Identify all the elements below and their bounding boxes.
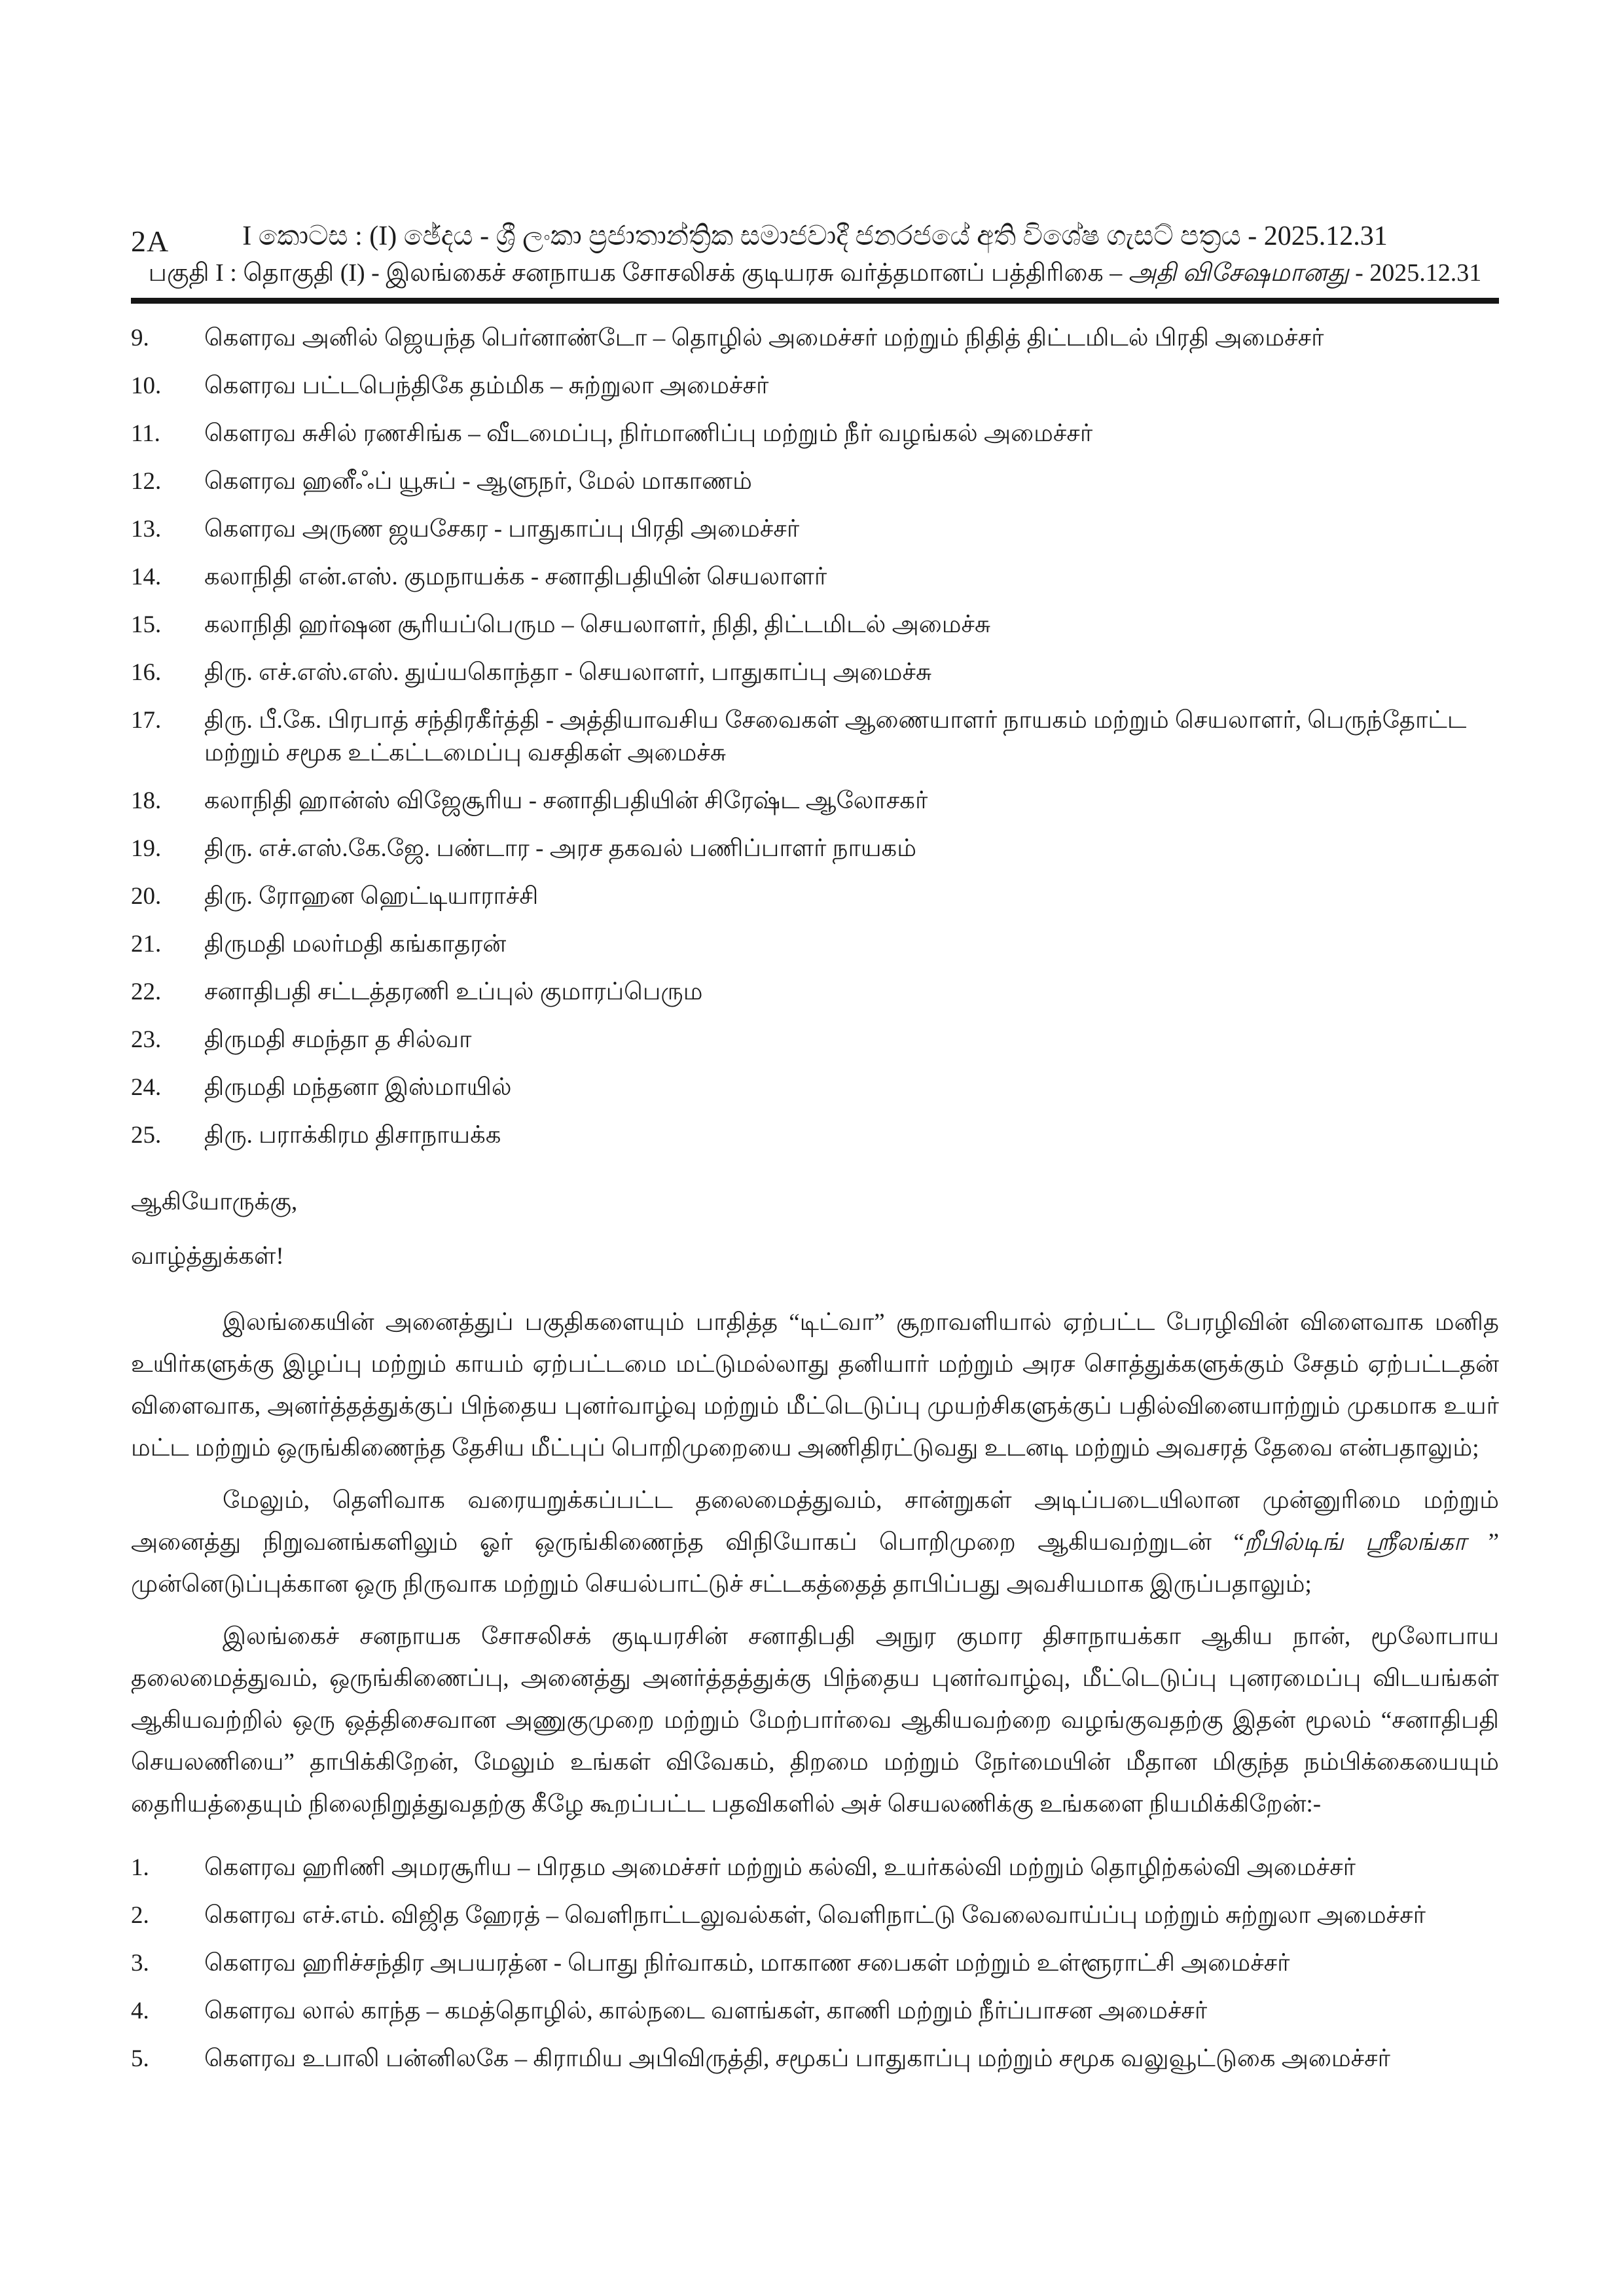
list-item: [131, 370, 1499, 403]
body-paragraph: [131, 1302, 1499, 1469]
list-item-text: திருமதி மந்தனா இஸ்மாயில்: [204, 1074, 512, 1101]
list-item-text: கௌரவ எச்.எம். விஜித ஹேரத் – வெளிநாட்டலுவல்கள், வெளிநாட்டு வேலைவாய்ப்பு மற்றும் சுற்றுலா அமைச்சர்: [204, 1902, 1426, 1929]
list-item-text: திரு. ரோஹன ஹெட்டியாராச்சி: [204, 883, 539, 910]
list-item: [131, 656, 1499, 689]
body-paragraphs: [131, 1302, 1499, 1825]
list-item: [131, 1899, 1499, 1932]
list-item-number: 10.: [131, 372, 162, 399]
list-item-number: 20.: [131, 883, 162, 910]
list-item: [131, 1119, 1499, 1152]
body-paragraph: [131, 1616, 1499, 1825]
list-item: [131, 1947, 1499, 1980]
list-item-text: கௌரவ உபாலி பன்னிலகே – கிராமிய அபிவிருத்தி, சமூகப் பாதுகாப்பு மற்றும் சமூக வலுவூட்டுகை அமைச்சர்: [204, 2045, 1390, 2072]
list-item-number: 22.: [131, 978, 162, 1005]
text-segment: இலங்கைச் சனநாயக சோசலிசக் குடியரசின் சனாதிபதி அநுர குமார திசாநாயக்கா ஆகிய நான், மூலோபாய தலைமைத்துவம், ஒருங்கிணைப்பு, அனைத்து அனர்த்தத்துக்கு பிந்தைய புனர்வாழ்வு, மீட்டெடுப்பு புனரமைப்பு விடயங்கள் ஆகியவற்றில் ஒரு ஒத்திசைவான அணுகுமுறை மற்றும் மேற்பார்வை ஆகியவற்றை வழங்குவதற்கு இதன் மூலம் “சனாதிபதி செயலணியை” தாபிக்கிறேன், மேலும் உங்கள் விவேகம், திறமை மற்றும் நேர்மையின் மீதான மிகுந்த நம்பிக்கையையும் தைரியத்தையும் நிலைநிறுத்துவதற்கு கீழே கூறப்பட்ட பதவிகளில் அச் செயலணிக்கு உங்களை நியமிக்கிறேன்:-: [131, 1623, 1499, 1818]
list-item-number: 1.: [131, 1854, 149, 1881]
salutation-text: ஆகியோருக்கு,: [131, 1189, 298, 1215]
list-item-number: 21.: [131, 931, 162, 958]
list-item: [131, 976, 1499, 1009]
list-item-number: 13.: [131, 516, 162, 543]
list-item-text: கௌரவ சுசில் ரணசிங்க – வீடமைப்பு, நிர்மாணிப்பு மற்றும் நீர் வழங்கல் அமைச்சர்: [204, 420, 1093, 447]
list-item-number: 12.: [131, 468, 162, 495]
list-item-text: கலாநிதி ஹர்ஷன சூரியப்பெரும – செயலாளர், நிதி, திட்டமிடல் அமைச்சு: [204, 611, 991, 638]
list-item-number: 9.: [131, 325, 149, 351]
gazette-title-sinhala: I කොටස : (I) ඡේදය - ශ්‍රී ලංකා ප්‍රජාතාන්ත්‍රික සමාජවාදී ජනරජයේ අති විශේෂ ගැසට් පත්‍රය - 2025.12.31: [242, 221, 1388, 251]
list-item: [131, 322, 1499, 355]
list-item-text: திரு. எச்.எஸ்.கே.ஜே. பண்டார - அரச தகவல் பணிப்பாளர் நாயகம்: [204, 835, 916, 862]
list-item-text: கௌரவ அருண ஜயசேகர - பாதுகாப்பு பிரதி அமைச்சர்: [204, 516, 800, 543]
text-segment: மேலும், தெளிவாக வரையறுக்கப்பட்ட தலைமைத்துவம், சான்றுகள் அடிப்படையிலான முன்னுரிமை மற்றும் அனைத்து நிறுவனங்களிலும் ஓர் ஒருங்கிணைந்த விநியோகப் பொறிமுறை ஆகியவற்றுடன் “: [131, 1487, 1499, 1556]
list-item: [131, 2043, 1499, 2075]
list-item: [131, 928, 1499, 961]
gazette-title-tamil-main: பகுதி I : தொகுதி (I) - இலங்கைச் சனநாயக சோசலிசக் குடியரசு வர்த்தமானப் பத்திரிகை –: [148, 259, 1128, 287]
page-header: [131, 220, 1499, 304]
header-divider: [131, 298, 1499, 304]
list-item: [131, 561, 1499, 594]
text-segment: றீபில்டிங் ஸ்ரீலங்கா: [1244, 1529, 1467, 1556]
list-item: [131, 1995, 1499, 2028]
list-item-number: 23.: [131, 1026, 162, 1053]
list-item: [131, 465, 1499, 498]
list-item-text: திருமதி மலர்மதி கங்காதரன்: [204, 931, 507, 958]
list-item-number: 3.: [131, 1950, 149, 1977]
list-item: [131, 785, 1499, 817]
text-segment: இலங்கையின் அனைத்துப் பகுதிகளையும் பாதித்த “டிட்வா” சூறாவளியால் ஏற்பட்ட பேரழிவின் விளைவாக மனித உயிர்களுக்கு இழப்பு மற்றும் காயம் ஏற்பட்டமை மட்டுமல்லாது தனியார் மற்றும் அரச சொத்துக்களுக்கும் சேதம் ஏற்பட்டதன் விளைவாக, அனர்த்தத்துக்குப் பிந்தைய புனர்வாழ்வு மற்றும் மீட்டெடுப்பு முயற்சிகளுக்குப் பதில்வினையாற்றும் முகமாக உயர் மட்ட மற்றும் ஒருங்கிணைந்த தேசிய மீட்புப் பொறிமுறையை அணிதிரட்டுவது உடனடி மற்றும் அவசரத் தேவை என்பதாலும்;: [131, 1309, 1499, 1462]
page-number: 2A: [131, 224, 170, 258]
list-item-text: சனாதிபதி சட்டத்தரணி உப்புல் குமாரப்பெரும: [204, 978, 703, 1005]
list-item-number: 19.: [131, 835, 162, 862]
list-item-number: 16.: [131, 659, 162, 686]
list-item-number: 17.: [131, 707, 162, 734]
list-item-text: திரு. பீ.கே. பிரபாத் சந்திரகீர்த்தி - அத்தியாவசிய சேவைகள் ஆணையாளர் நாயகம் மற்றும் செயலாளர், பெருந்தோட்ட மற்றும் சமூக உட்கட்டமைப்பு வசதிகள் அமைச்சு: [204, 707, 1467, 766]
list-item: [131, 833, 1499, 865]
list-item-text: கலாநிதி ஹான்ஸ் விஜேசூரிய - சனாதிபதியின் சிரேஷ்ட ஆலோசகர்: [204, 787, 928, 814]
list-item-number: 18.: [131, 787, 162, 814]
list-item-text: கௌரவ லால் காந்த – கமத்தொழில், கால்நடை வளங்கள், காணி மற்றும் நீர்ப்பாசன அமைச்சர்: [204, 1998, 1208, 2024]
text-segment: ” முன்னெடுப்புக்கான ஒரு நிருவாக மற்றும் செயல்பாட்டுச் சட்டகத்தைத் தாபிப்பது அவசியமாக இருப்பதாலும்;: [131, 1529, 1499, 1598]
list-item-text: கலாநிதி என்.எஸ். குமநாயக்க - சனாதிபதியின் செயலாளர்: [204, 564, 827, 590]
list-item-text: கௌரவ அனில் ஜெயந்த பெர்னாண்டோ – தொழில் அமைச்சர் மற்றும் நிதித் திட்டமிடல் பிரதி அமைச்சர்: [204, 325, 1324, 351]
list-item-text: திருமதி சமந்தா த சில்வா: [204, 1026, 472, 1053]
gazette-title-tamil: [131, 257, 1499, 289]
list-item: [131, 1852, 1499, 1884]
gazette-title-tamil-date: - 2025.12.31: [1348, 259, 1482, 287]
greeting-text: வாழ்த்துக்கள்!: [131, 1243, 284, 1270]
list-item-number: 15.: [131, 611, 162, 638]
list-item: [131, 704, 1499, 770]
body-paragraph: [131, 1480, 1499, 1605]
list-item: [131, 1071, 1499, 1104]
gazette-title-tamil-extraordinary: அதி விசேஷமானது: [1128, 259, 1349, 287]
list-item-number: 2.: [131, 1902, 149, 1929]
list-item: [131, 609, 1499, 641]
list-item: [131, 418, 1499, 450]
list-item-text: கௌரவ ஹனீஃப் யூசுப் - ஆளுநர், மேல் மாகாணம்: [204, 468, 752, 495]
list-item-text: கௌரவ ஹரிச்சந்திர அபயரத்ன - பொது நிர்வாகம், மாகாண சபைகள் மற்றும் உள்ளூராட்சி அமைச்சர்: [204, 1950, 1290, 1977]
list-item-number: 25.: [131, 1122, 162, 1149]
list-item-number: 24.: [131, 1074, 162, 1101]
list-item-text: கௌரவ ஹரிணி அமரசூரிய – பிரதம அமைச்சர் மற்றும் கல்வி, உயர்கல்வி மற்றும் தொழிற்கல்வி அமைச்சர்: [204, 1854, 1356, 1881]
list-item-text: கௌரவ பட்டபெந்திகே தம்மிக – சுற்றுலா அமைச்சர்: [204, 372, 769, 399]
list-item-number: 5.: [131, 2045, 149, 2072]
list-item-number: 4.: [131, 1998, 149, 2024]
list-item-text: திரு. பராக்கிரம திசாநாயக்க: [204, 1122, 501, 1149]
list-item-text: திரு. எச்.எஸ்.எஸ். துய்யகொந்தா - செயலாளர், பாதுகாப்பு அமைச்சு: [204, 659, 932, 686]
appointments-list: [131, 322, 1499, 1152]
list-item: [131, 1024, 1499, 1056]
list-item-number: 11.: [131, 420, 160, 447]
list-item: [131, 880, 1499, 913]
list-item-number: 14.: [131, 564, 162, 590]
task-force-list: [131, 1852, 1499, 2075]
list-item: [131, 513, 1499, 546]
